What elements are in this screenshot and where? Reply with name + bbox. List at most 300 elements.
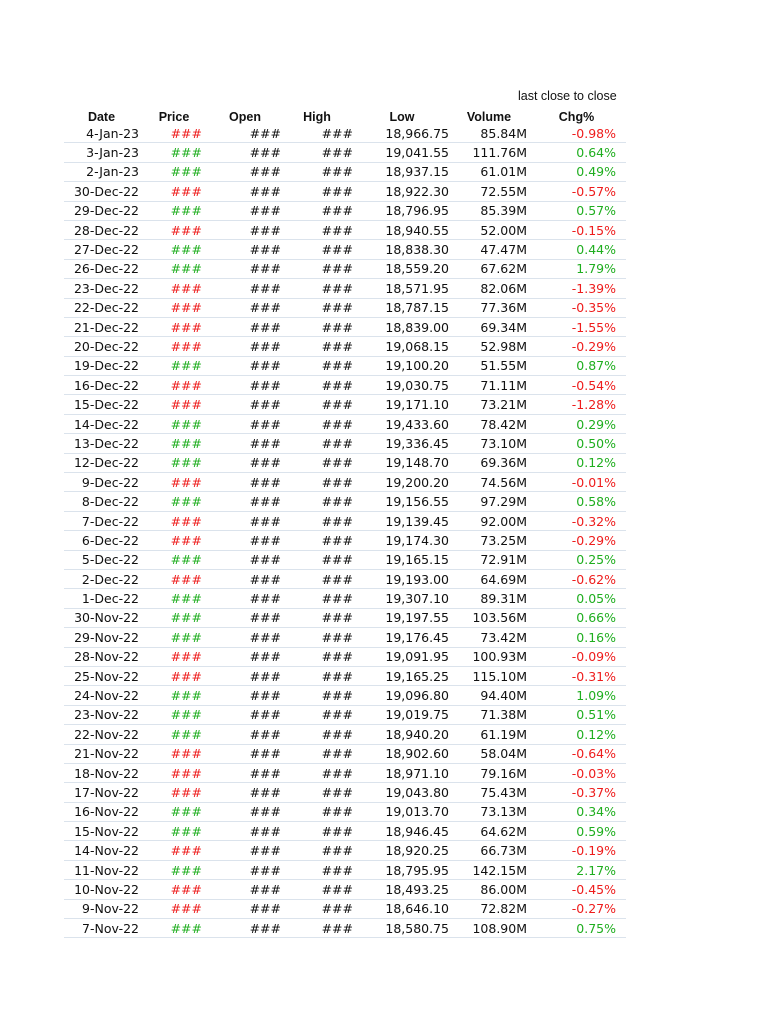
cell-price: ###	[139, 686, 209, 705]
cell-chg: 0.05%	[527, 589, 626, 608]
cell-date: 26-Dec-22	[64, 259, 139, 278]
cell-open: ###	[209, 608, 281, 627]
cell-date: 23-Dec-22	[64, 279, 139, 298]
cell-chg: -0.62%	[527, 569, 626, 588]
cell-date: 25-Nov-22	[64, 666, 139, 685]
cell-date: 12-Dec-22	[64, 453, 139, 472]
cell-high: ###	[281, 220, 353, 239]
cell-volume: 75.43M	[451, 783, 527, 802]
table-row	[64, 686, 626, 705]
cell-price: ###	[139, 725, 209, 744]
table-row	[64, 666, 626, 685]
cell-volume: 115.10M	[451, 666, 527, 685]
cell-open: ###	[209, 666, 281, 685]
cell-price: ###	[139, 298, 209, 317]
cell-chg: -1.28%	[527, 395, 626, 414]
cell-open: ###	[209, 414, 281, 433]
cell-volume: 73.13M	[451, 802, 527, 821]
cell-chg: -0.03%	[527, 763, 626, 782]
table-row	[64, 569, 626, 588]
cell-low: 19,139.45	[353, 511, 451, 530]
cell-open: ###	[209, 511, 281, 530]
cell-chg: -0.57%	[527, 182, 626, 201]
cell-date: 5-Dec-22	[64, 550, 139, 569]
table-row	[64, 919, 626, 938]
cell-high: ###	[281, 259, 353, 278]
cell-open: ###	[209, 434, 281, 453]
cell-date: 20-Dec-22	[64, 337, 139, 356]
cell-chg: -0.09%	[527, 647, 626, 666]
cell-open: ###	[209, 453, 281, 472]
table-row	[64, 744, 626, 763]
cell-volume: 71.11M	[451, 376, 527, 395]
cell-low: 19,156.55	[353, 492, 451, 511]
cell-volume: 73.25M	[451, 531, 527, 550]
cell-open: ###	[209, 880, 281, 899]
cell-high: ###	[281, 608, 353, 627]
cell-chg: 1.79%	[527, 259, 626, 278]
table-row	[64, 337, 626, 356]
cell-low: 18,787.15	[353, 298, 451, 317]
cell-low: 19,176.45	[353, 628, 451, 647]
cell-high: ###	[281, 376, 353, 395]
cell-chg: 0.66%	[527, 608, 626, 627]
cell-low: 19,171.10	[353, 395, 451, 414]
cell-chg: 0.59%	[527, 822, 626, 841]
cell-high: ###	[281, 899, 353, 918]
header-price: Price	[158, 110, 190, 124]
cell-chg: 0.50%	[527, 434, 626, 453]
cell-date: 18-Nov-22	[64, 763, 139, 782]
header-low: Low	[389, 110, 415, 124]
cell-low: 19,019.75	[353, 705, 451, 724]
cell-chg: -0.37%	[527, 783, 626, 802]
table-row	[64, 589, 626, 608]
cell-volume: 64.69M	[451, 569, 527, 588]
cell-price: ###	[139, 919, 209, 938]
cell-low: 19,096.80	[353, 686, 451, 705]
header-volume: Volume	[466, 110, 512, 124]
cell-high: ###	[281, 919, 353, 938]
cell-low: 18,796.95	[353, 201, 451, 220]
cell-open: ###	[209, 259, 281, 278]
cell-volume: 82.06M	[451, 279, 527, 298]
table-row	[64, 124, 626, 143]
cell-high: ###	[281, 453, 353, 472]
cell-high: ###	[281, 182, 353, 201]
cell-chg: 0.51%	[527, 705, 626, 724]
table-row	[64, 511, 626, 530]
cell-open: ###	[209, 337, 281, 356]
cell-chg: -1.39%	[527, 279, 626, 298]
cell-high: ###	[281, 279, 353, 298]
cell-price: ###	[139, 473, 209, 492]
cell-chg: 0.34%	[527, 802, 626, 821]
cell-volume: 52.98M	[451, 337, 527, 356]
cell-price: ###	[139, 550, 209, 569]
cell-chg: -0.15%	[527, 220, 626, 239]
cell-high: ###	[281, 860, 353, 879]
cell-high: ###	[281, 473, 353, 492]
cell-high: ###	[281, 317, 353, 336]
cell-open: ###	[209, 298, 281, 317]
table-row	[64, 317, 626, 336]
header-high: High	[303, 110, 331, 124]
cell-high: ###	[281, 647, 353, 666]
cell-date: 17-Nov-22	[64, 783, 139, 802]
cell-open: ###	[209, 725, 281, 744]
cell-volume: 108.90M	[451, 919, 527, 938]
cell-high: ###	[281, 666, 353, 685]
cell-high: ###	[281, 240, 353, 259]
table-row	[64, 414, 626, 433]
table-row	[64, 376, 626, 395]
cell-volume: 69.36M	[451, 453, 527, 472]
cell-volume: 74.56M	[451, 473, 527, 492]
cell-volume: 67.62M	[451, 259, 527, 278]
cell-date: 14-Dec-22	[64, 414, 139, 433]
cell-open: ###	[209, 356, 281, 375]
cell-date: 29-Dec-22	[64, 201, 139, 220]
cell-price: ###	[139, 628, 209, 647]
table-row	[64, 434, 626, 453]
cell-low: 19,165.25	[353, 666, 451, 685]
cell-price: ###	[139, 356, 209, 375]
cell-low: 18,966.75	[353, 124, 451, 143]
cell-date: 14-Nov-22	[64, 841, 139, 860]
cell-chg: -1.55%	[527, 317, 626, 336]
cell-low: 19,030.75	[353, 376, 451, 395]
cell-open: ###	[209, 919, 281, 938]
cell-date: 15-Dec-22	[64, 395, 139, 414]
cell-low: 18,922.30	[353, 182, 451, 201]
cell-price: ###	[139, 802, 209, 821]
cell-open: ###	[209, 589, 281, 608]
table-row	[64, 705, 626, 724]
cell-high: ###	[281, 395, 353, 414]
cell-date: 15-Nov-22	[64, 822, 139, 841]
cell-high: ###	[281, 492, 353, 511]
cell-date: 16-Nov-22	[64, 802, 139, 821]
cell-low: 19,336.45	[353, 434, 451, 453]
cell-date: 22-Nov-22	[64, 725, 139, 744]
cell-open: ###	[209, 143, 281, 162]
cell-date: 21-Dec-22	[64, 317, 139, 336]
cell-open: ###	[209, 841, 281, 860]
cell-open: ###	[209, 220, 281, 239]
cell-volume: 73.10M	[451, 434, 527, 453]
cell-high: ###	[281, 434, 353, 453]
cell-date: 2-Dec-22	[64, 569, 139, 588]
cell-volume: 52.00M	[451, 220, 527, 239]
cell-chg: -0.54%	[527, 376, 626, 395]
cell-price: ###	[139, 453, 209, 472]
cell-volume: 51.55M	[451, 356, 527, 375]
cell-high: ###	[281, 802, 353, 821]
cell-chg: -0.98%	[527, 124, 626, 143]
cell-volume: 73.21M	[451, 395, 527, 414]
header-row	[64, 105, 626, 124]
cell-chg: -0.64%	[527, 744, 626, 763]
cell-open: ###	[209, 550, 281, 569]
cell-date: 28-Nov-22	[64, 647, 139, 666]
cell-price: ###	[139, 822, 209, 841]
cell-price: ###	[139, 201, 209, 220]
cell-high: ###	[281, 511, 353, 530]
cell-chg: -0.29%	[527, 531, 626, 550]
cell-price: ###	[139, 124, 209, 143]
cell-price: ###	[139, 531, 209, 550]
cell-chg: -0.31%	[527, 666, 626, 685]
cell-volume: 100.93M	[451, 647, 527, 666]
cell-low: 19,193.00	[353, 569, 451, 588]
cell-open: ###	[209, 705, 281, 724]
table-row	[64, 531, 626, 550]
cell-date: 2-Jan-23	[64, 162, 139, 181]
cell-price: ###	[139, 899, 209, 918]
cell-high: ###	[281, 414, 353, 433]
cell-open: ###	[209, 783, 281, 802]
cell-chg: -0.27%	[527, 899, 626, 918]
table-row	[64, 763, 626, 782]
cell-high: ###	[281, 550, 353, 569]
table-row	[64, 822, 626, 841]
table-row	[64, 841, 626, 860]
cell-chg: 0.25%	[527, 550, 626, 569]
note-last-close-to-close: last close to close	[518, 89, 617, 103]
cell-high: ###	[281, 822, 353, 841]
cell-date: 28-Dec-22	[64, 220, 139, 239]
cell-low: 18,493.25	[353, 880, 451, 899]
cell-low: 18,646.10	[353, 899, 451, 918]
cell-date: 29-Nov-22	[64, 628, 139, 647]
cell-date: 4-Jan-23	[64, 124, 139, 143]
cell-high: ###	[281, 124, 353, 143]
cell-chg: 0.64%	[527, 143, 626, 162]
table-row	[64, 182, 626, 201]
table-row	[64, 453, 626, 472]
table-row	[64, 628, 626, 647]
cell-volume: 142.15M	[451, 860, 527, 879]
cell-date: 6-Dec-22	[64, 531, 139, 550]
cell-low: 18,902.60	[353, 744, 451, 763]
cell-price: ###	[139, 492, 209, 511]
cell-price: ###	[139, 647, 209, 666]
cell-high: ###	[281, 880, 353, 899]
cell-chg: 2.17%	[527, 860, 626, 879]
cell-chg: -0.19%	[527, 841, 626, 860]
cell-high: ###	[281, 628, 353, 647]
cell-price: ###	[139, 279, 209, 298]
cell-price: ###	[139, 589, 209, 608]
cell-date: 30-Dec-22	[64, 182, 139, 201]
cell-volume: 72.91M	[451, 550, 527, 569]
cell-date: 13-Dec-22	[64, 434, 139, 453]
cell-volume: 85.84M	[451, 124, 527, 143]
table-row	[64, 201, 626, 220]
cell-open: ###	[209, 531, 281, 550]
cell-price: ###	[139, 182, 209, 201]
table-row	[64, 356, 626, 375]
cell-chg: 0.16%	[527, 628, 626, 647]
cell-volume: 58.04M	[451, 744, 527, 763]
cell-price: ###	[139, 569, 209, 588]
cell-low: 18,580.75	[353, 919, 451, 938]
cell-volume: 79.16M	[451, 763, 527, 782]
cell-open: ###	[209, 162, 281, 181]
cell-low: 18,971.10	[353, 763, 451, 782]
table-row	[64, 802, 626, 821]
cell-low: 18,946.45	[353, 822, 451, 841]
cell-chg: 0.12%	[527, 453, 626, 472]
cell-high: ###	[281, 763, 353, 782]
cell-volume: 94.40M	[451, 686, 527, 705]
cell-low: 19,013.70	[353, 802, 451, 821]
cell-low: 19,068.15	[353, 337, 451, 356]
cell-open: ###	[209, 860, 281, 879]
cell-date: 19-Dec-22	[64, 356, 139, 375]
cell-chg: 0.87%	[527, 356, 626, 375]
cell-high: ###	[281, 686, 353, 705]
cell-high: ###	[281, 783, 353, 802]
cell-open: ###	[209, 182, 281, 201]
cell-high: ###	[281, 337, 353, 356]
cell-chg: -0.45%	[527, 880, 626, 899]
cell-chg: 0.75%	[527, 919, 626, 938]
cell-price: ###	[139, 841, 209, 860]
cell-low: 19,197.55	[353, 608, 451, 627]
cell-low: 18,940.55	[353, 220, 451, 239]
cell-open: ###	[209, 744, 281, 763]
cell-open: ###	[209, 822, 281, 841]
cell-low: 18,920.25	[353, 841, 451, 860]
cell-price: ###	[139, 608, 209, 627]
cell-volume: 64.62M	[451, 822, 527, 841]
cell-open: ###	[209, 492, 281, 511]
cell-open: ###	[209, 899, 281, 918]
cell-date: 7-Dec-22	[64, 511, 139, 530]
table-row	[64, 279, 626, 298]
cell-low: 18,937.15	[353, 162, 451, 181]
cell-high: ###	[281, 841, 353, 860]
cell-price: ###	[139, 395, 209, 414]
cell-date: 22-Dec-22	[64, 298, 139, 317]
table-row	[64, 860, 626, 879]
table-row	[64, 259, 626, 278]
cell-date: 23-Nov-22	[64, 705, 139, 724]
cell-chg: 0.44%	[527, 240, 626, 259]
cell-open: ###	[209, 124, 281, 143]
cell-volume: 47.47M	[451, 240, 527, 259]
cell-low: 18,559.20	[353, 259, 451, 278]
cell-price: ###	[139, 337, 209, 356]
cell-date: 10-Nov-22	[64, 880, 139, 899]
cell-chg: 0.29%	[527, 414, 626, 433]
price-history-table	[64, 105, 626, 938]
cell-date: 11-Nov-22	[64, 860, 139, 879]
cell-date: 7-Nov-22	[64, 919, 139, 938]
cell-low: 19,041.55	[353, 143, 451, 162]
cell-high: ###	[281, 589, 353, 608]
cell-high: ###	[281, 569, 353, 588]
table-body	[64, 124, 626, 938]
cell-low: 18,571.95	[353, 279, 451, 298]
cell-chg: 1.09%	[527, 686, 626, 705]
cell-volume: 92.00M	[451, 511, 527, 530]
cell-price: ###	[139, 860, 209, 879]
cell-high: ###	[281, 705, 353, 724]
cell-open: ###	[209, 628, 281, 647]
table-row	[64, 899, 626, 918]
cell-chg: 0.58%	[527, 492, 626, 511]
cell-volume: 97.29M	[451, 492, 527, 511]
cell-open: ###	[209, 395, 281, 414]
cell-open: ###	[209, 317, 281, 336]
cell-open: ###	[209, 473, 281, 492]
cell-price: ###	[139, 705, 209, 724]
cell-open: ###	[209, 201, 281, 220]
cell-price: ###	[139, 143, 209, 162]
cell-price: ###	[139, 240, 209, 259]
cell-volume: 61.19M	[451, 725, 527, 744]
cell-low: 18,940.20	[353, 725, 451, 744]
cell-open: ###	[209, 686, 281, 705]
table-row	[64, 220, 626, 239]
table-row	[64, 240, 626, 259]
cell-volume: 77.36M	[451, 298, 527, 317]
cell-chg: 0.49%	[527, 162, 626, 181]
cell-volume: 61.01M	[451, 162, 527, 181]
cell-volume: 89.31M	[451, 589, 527, 608]
cell-low: 19,148.70	[353, 453, 451, 472]
cell-price: ###	[139, 783, 209, 802]
cell-open: ###	[209, 240, 281, 259]
cell-date: 16-Dec-22	[64, 376, 139, 395]
cell-chg: -0.01%	[527, 473, 626, 492]
table-row	[64, 550, 626, 569]
cell-low: 19,200.20	[353, 473, 451, 492]
cell-volume: 73.42M	[451, 628, 527, 647]
cell-high: ###	[281, 162, 353, 181]
cell-chg: 0.57%	[527, 201, 626, 220]
cell-price: ###	[139, 744, 209, 763]
cell-high: ###	[281, 143, 353, 162]
cell-price: ###	[139, 666, 209, 685]
cell-high: ###	[281, 725, 353, 744]
cell-open: ###	[209, 569, 281, 588]
cell-date: 24-Nov-22	[64, 686, 139, 705]
cell-volume: 69.34M	[451, 317, 527, 336]
cell-volume: 86.00M	[451, 880, 527, 899]
cell-high: ###	[281, 298, 353, 317]
table-row	[64, 143, 626, 162]
header-date: Date	[87, 110, 116, 124]
cell-chg: -0.35%	[527, 298, 626, 317]
header-open: Open	[229, 110, 261, 124]
cell-volume: 72.82M	[451, 899, 527, 918]
table-row	[64, 647, 626, 666]
cell-price: ###	[139, 414, 209, 433]
cell-date: 3-Jan-23	[64, 143, 139, 162]
cell-volume: 78.42M	[451, 414, 527, 433]
cell-low: 18,838.30	[353, 240, 451, 259]
cell-open: ###	[209, 279, 281, 298]
table-row	[64, 162, 626, 181]
table-row	[64, 473, 626, 492]
cell-low: 19,043.80	[353, 783, 451, 802]
table-row	[64, 395, 626, 414]
cell-open: ###	[209, 802, 281, 821]
